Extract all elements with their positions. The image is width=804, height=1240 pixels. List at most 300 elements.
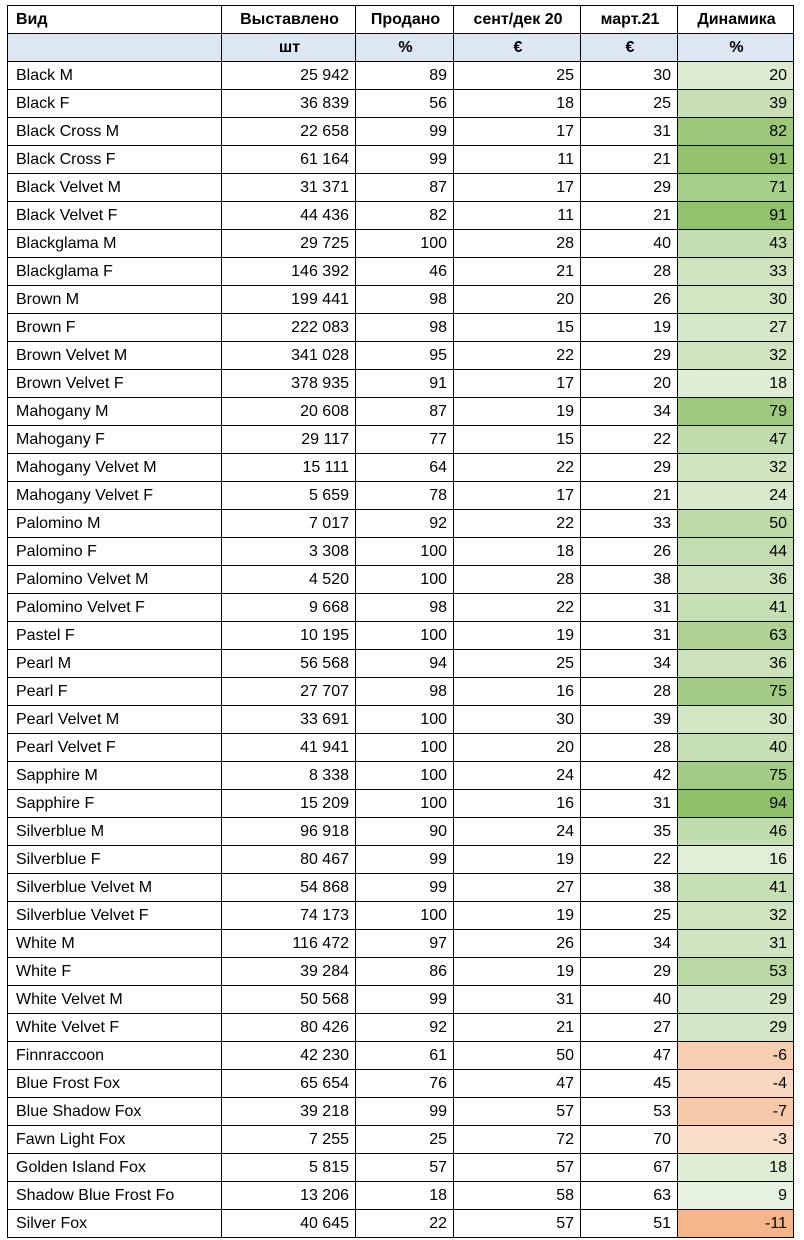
cell-price-mar: 45 <box>581 1070 678 1098</box>
cell-listed: 80 467 <box>222 846 356 874</box>
cell-species: Mahogany F <box>8 426 222 454</box>
cell-species: Blue Frost Fox <box>8 1070 222 1098</box>
cell-listed: 4 520 <box>222 566 356 594</box>
cell-species: Pearl Velvet F <box>8 734 222 762</box>
cell-dynamics: 31 <box>678 930 794 958</box>
cell-listed: 20 608 <box>222 398 356 426</box>
table-row <box>8 314 794 342</box>
cell-price-sep-dec: 19 <box>454 958 581 986</box>
cell-price-mar: 27 <box>581 1014 678 1042</box>
header-cell-species: Вид <box>8 6 222 34</box>
cell-listed: 10 195 <box>222 622 356 650</box>
cell-species: Mahogany Velvet M <box>8 454 222 482</box>
cell-sold: 94 <box>356 650 454 678</box>
table-row <box>8 902 794 930</box>
cell-species: Mahogany Velvet F <box>8 482 222 510</box>
table-row <box>8 90 794 118</box>
cell-sold: 100 <box>356 622 454 650</box>
cell-sold: 100 <box>356 706 454 734</box>
header-row <box>8 6 794 34</box>
cell-sold: 92 <box>356 1014 454 1042</box>
units-row <box>8 34 794 62</box>
cell-price-mar: 42 <box>581 762 678 790</box>
table-row <box>8 202 794 230</box>
cell-sold: 18 <box>356 1182 454 1210</box>
cell-species: Black M <box>8 62 222 90</box>
cell-price-sep-dec: 21 <box>454 258 581 286</box>
cell-listed: 39 284 <box>222 958 356 986</box>
cell-price-sep-dec: 22 <box>454 454 581 482</box>
cell-listed: 378 935 <box>222 370 356 398</box>
cell-dynamics: 18 <box>678 1154 794 1182</box>
cell-listed: 40 645 <box>222 1210 356 1238</box>
table-row <box>8 230 794 258</box>
table-row <box>8 566 794 594</box>
cell-dynamics: 32 <box>678 454 794 482</box>
cell-listed: 5 815 <box>222 1154 356 1182</box>
cell-sold: 99 <box>356 1098 454 1126</box>
cell-species: White Velvet M <box>8 986 222 1014</box>
cell-price-sep-dec: 19 <box>454 398 581 426</box>
cell-dynamics: -7 <box>678 1098 794 1126</box>
cell-species: White Velvet F <box>8 1014 222 1042</box>
cell-dynamics: 91 <box>678 202 794 230</box>
table-row <box>8 174 794 202</box>
table-row <box>8 426 794 454</box>
cell-species: White M <box>8 930 222 958</box>
table-row <box>8 146 794 174</box>
cell-species: Black Velvet M <box>8 174 222 202</box>
cell-price-sep-dec: 57 <box>454 1098 581 1126</box>
cell-price-sep-dec: 16 <box>454 678 581 706</box>
cell-listed: 15 111 <box>222 454 356 482</box>
cell-price-mar: 34 <box>581 650 678 678</box>
cell-price-mar: 39 <box>581 706 678 734</box>
cell-price-mar: 26 <box>581 538 678 566</box>
cell-dynamics: 75 <box>678 762 794 790</box>
cell-price-mar: 40 <box>581 986 678 1014</box>
cell-price-sep-dec: 30 <box>454 706 581 734</box>
cell-sold: 100 <box>356 538 454 566</box>
table-row <box>8 818 794 846</box>
table-row <box>8 258 794 286</box>
cell-sold: 100 <box>356 566 454 594</box>
cell-dynamics: 20 <box>678 62 794 90</box>
cell-species: White F <box>8 958 222 986</box>
table-row <box>8 118 794 146</box>
cell-price-sep-dec: 17 <box>454 370 581 398</box>
cell-price-mar: 29 <box>581 174 678 202</box>
cell-dynamics: 30 <box>678 706 794 734</box>
cell-sold: 92 <box>356 510 454 538</box>
cell-species: Palomino F <box>8 538 222 566</box>
cell-species: Pearl M <box>8 650 222 678</box>
cell-dynamics: 9 <box>678 1182 794 1210</box>
cell-price-mar: 31 <box>581 594 678 622</box>
cell-dynamics: 41 <box>678 874 794 902</box>
table-row <box>8 650 794 678</box>
cell-price-mar: 31 <box>581 118 678 146</box>
header-cell-price-sep-dec: сент/дек 20 <box>454 6 581 34</box>
table-row <box>8 454 794 482</box>
table-row <box>8 510 794 538</box>
cell-price-sep-dec: 15 <box>454 426 581 454</box>
cell-species: Shadow Blue Frost Fo <box>8 1182 222 1210</box>
cell-sold: 100 <box>356 762 454 790</box>
cell-listed: 80 426 <box>222 1014 356 1042</box>
table-row <box>8 622 794 650</box>
header-cell-dynamics: Динамика <box>678 6 794 34</box>
cell-dynamics: -11 <box>678 1210 794 1238</box>
cell-price-sep-dec: 28 <box>454 566 581 594</box>
cell-species: Brown F <box>8 314 222 342</box>
table-row <box>8 1070 794 1098</box>
cell-dynamics: -4 <box>678 1070 794 1098</box>
cell-sold: 87 <box>356 174 454 202</box>
cell-dynamics: 36 <box>678 650 794 678</box>
cell-dynamics: 41 <box>678 594 794 622</box>
header-cell-price-mar: март.21 <box>581 6 678 34</box>
table-row <box>8 1154 794 1182</box>
cell-species: Black Cross M <box>8 118 222 146</box>
cell-price-mar: 53 <box>581 1098 678 1126</box>
cell-price-mar: 28 <box>581 734 678 762</box>
cell-price-mar: 28 <box>581 258 678 286</box>
cell-price-mar: 30 <box>581 62 678 90</box>
cell-price-mar: 34 <box>581 930 678 958</box>
cell-price-mar: 38 <box>581 874 678 902</box>
cell-listed: 65 654 <box>222 1070 356 1098</box>
cell-species: Palomino M <box>8 510 222 538</box>
cell-dynamics: 16 <box>678 846 794 874</box>
cell-dynamics: 50 <box>678 510 794 538</box>
cell-sold: 25 <box>356 1126 454 1154</box>
table-row <box>8 286 794 314</box>
cell-price-sep-dec: 25 <box>454 62 581 90</box>
cell-sold: 86 <box>356 958 454 986</box>
cell-dynamics: 71 <box>678 174 794 202</box>
cell-sold: 100 <box>356 230 454 258</box>
cell-listed: 8 338 <box>222 762 356 790</box>
cell-price-mar: 67 <box>581 1154 678 1182</box>
cell-dynamics: 43 <box>678 230 794 258</box>
cell-listed: 96 918 <box>222 818 356 846</box>
cell-sold: 98 <box>356 678 454 706</box>
cell-price-mar: 40 <box>581 230 678 258</box>
cell-dynamics: 94 <box>678 790 794 818</box>
cell-price-sep-dec: 26 <box>454 930 581 958</box>
cell-dynamics: 91 <box>678 146 794 174</box>
cell-species: Blackglama F <box>8 258 222 286</box>
cell-listed: 199 441 <box>222 286 356 314</box>
cell-price-sep-dec: 17 <box>454 174 581 202</box>
cell-price-sep-dec: 50 <box>454 1042 581 1070</box>
cell-species: Black Velvet F <box>8 202 222 230</box>
cell-price-mar: 22 <box>581 846 678 874</box>
cell-listed: 41 941 <box>222 734 356 762</box>
cell-sold: 90 <box>356 818 454 846</box>
cell-dynamics: 33 <box>678 258 794 286</box>
table-row <box>8 398 794 426</box>
cell-listed: 27 707 <box>222 678 356 706</box>
cell-price-mar: 26 <box>581 286 678 314</box>
table-row <box>8 986 794 1014</box>
unit-cell-price-sep-dec: € <box>454 34 581 62</box>
cell-species: Pearl F <box>8 678 222 706</box>
cell-listed: 7 017 <box>222 510 356 538</box>
table-row <box>8 62 794 90</box>
cell-species: Silver Fox <box>8 1210 222 1238</box>
cell-species: Black Cross F <box>8 146 222 174</box>
table-row <box>8 342 794 370</box>
cell-sold: 99 <box>356 986 454 1014</box>
cell-price-sep-dec: 58 <box>454 1182 581 1210</box>
cell-sold: 91 <box>356 370 454 398</box>
cell-species: Silverblue F <box>8 846 222 874</box>
cell-listed: 15 209 <box>222 790 356 818</box>
cell-price-mar: 34 <box>581 398 678 426</box>
cell-price-sep-dec: 57 <box>454 1154 581 1182</box>
cell-species: Pastel F <box>8 622 222 650</box>
cell-price-mar: 51 <box>581 1210 678 1238</box>
cell-listed: 56 568 <box>222 650 356 678</box>
cell-listed: 3 308 <box>222 538 356 566</box>
cell-sold: 97 <box>356 930 454 958</box>
cell-sold: 46 <box>356 258 454 286</box>
cell-listed: 42 230 <box>222 1042 356 1070</box>
cell-price-mar: 22 <box>581 426 678 454</box>
cell-listed: 13 206 <box>222 1182 356 1210</box>
cell-dynamics: 29 <box>678 986 794 1014</box>
table-row <box>8 1098 794 1126</box>
cell-dynamics: 39 <box>678 90 794 118</box>
cell-price-mar: 47 <box>581 1042 678 1070</box>
cell-species: Silverblue Velvet M <box>8 874 222 902</box>
cell-sold: 100 <box>356 790 454 818</box>
cell-price-sep-dec: 27 <box>454 874 581 902</box>
cell-species: Silverblue Velvet F <box>8 902 222 930</box>
unit-cell-sold: % <box>356 34 454 62</box>
cell-dynamics: -3 <box>678 1126 794 1154</box>
cell-price-mar: 19 <box>581 314 678 342</box>
table-row <box>8 594 794 622</box>
cell-price-sep-dec: 22 <box>454 342 581 370</box>
cell-price-sep-dec: 24 <box>454 762 581 790</box>
cell-dynamics: 40 <box>678 734 794 762</box>
cell-dynamics: 29 <box>678 1014 794 1042</box>
cell-price-mar: 29 <box>581 454 678 482</box>
unit-cell-listed: шт <box>222 34 356 62</box>
cell-price-mar: 29 <box>581 958 678 986</box>
cell-dynamics: 36 <box>678 566 794 594</box>
cell-species: Sapphire F <box>8 790 222 818</box>
cell-price-sep-dec: 19 <box>454 622 581 650</box>
cell-dynamics: 32 <box>678 902 794 930</box>
cell-species: Palomino Velvet M <box>8 566 222 594</box>
cell-listed: 146 392 <box>222 258 356 286</box>
cell-listed: 5 659 <box>222 482 356 510</box>
cell-price-mar: 38 <box>581 566 678 594</box>
cell-species: Brown Velvet M <box>8 342 222 370</box>
cell-listed: 116 472 <box>222 930 356 958</box>
cell-sold: 99 <box>356 874 454 902</box>
cell-listed: 31 371 <box>222 174 356 202</box>
table-row <box>8 846 794 874</box>
cell-price-mar: 33 <box>581 510 678 538</box>
cell-price-sep-dec: 17 <box>454 118 581 146</box>
cell-sold: 100 <box>356 734 454 762</box>
cell-price-mar: 28 <box>581 678 678 706</box>
cell-sold: 57 <box>356 1154 454 1182</box>
cell-species: Brown M <box>8 286 222 314</box>
cell-sold: 61 <box>356 1042 454 1070</box>
table-row <box>8 1210 794 1238</box>
cell-sold: 98 <box>356 286 454 314</box>
table-row <box>8 734 794 762</box>
table-row <box>8 1182 794 1210</box>
header-cell-sold: Продано <box>356 6 454 34</box>
cell-sold: 82 <box>356 202 454 230</box>
cell-dynamics: 27 <box>678 314 794 342</box>
table-row <box>8 370 794 398</box>
header-cell-listed: Выставлено <box>222 6 356 34</box>
cell-dynamics: 53 <box>678 958 794 986</box>
cell-price-sep-dec: 18 <box>454 90 581 118</box>
cell-listed: 222 083 <box>222 314 356 342</box>
cell-price-mar: 31 <box>581 790 678 818</box>
cell-price-sep-dec: 17 <box>454 482 581 510</box>
cell-listed: 22 658 <box>222 118 356 146</box>
cell-sold: 98 <box>356 314 454 342</box>
cell-dynamics: 82 <box>678 118 794 146</box>
cell-price-sep-dec: 47 <box>454 1070 581 1098</box>
table-row <box>8 678 794 706</box>
cell-listed: 44 436 <box>222 202 356 230</box>
cell-listed: 61 164 <box>222 146 356 174</box>
cell-price-mar: 25 <box>581 902 678 930</box>
table-row <box>8 538 794 566</box>
cell-sold: 98 <box>356 594 454 622</box>
cell-dynamics: 30 <box>678 286 794 314</box>
cell-species: Silverblue M <box>8 818 222 846</box>
table-row <box>8 790 794 818</box>
cell-listed: 9 668 <box>222 594 356 622</box>
cell-sold: 95 <box>356 342 454 370</box>
cell-price-sep-dec: 22 <box>454 510 581 538</box>
cell-dynamics: 44 <box>678 538 794 566</box>
cell-dynamics: 79 <box>678 398 794 426</box>
cell-price-mar: 21 <box>581 482 678 510</box>
cell-sold: 87 <box>356 398 454 426</box>
cell-listed: 39 218 <box>222 1098 356 1126</box>
cell-listed: 74 173 <box>222 902 356 930</box>
cell-price-sep-dec: 19 <box>454 846 581 874</box>
table-row <box>8 1042 794 1070</box>
unit-cell-species <box>8 34 222 62</box>
cell-listed: 25 942 <box>222 62 356 90</box>
cell-price-sep-dec: 25 <box>454 650 581 678</box>
cell-price-mar: 31 <box>581 622 678 650</box>
cell-price-sep-dec: 20 <box>454 734 581 762</box>
cell-sold: 89 <box>356 62 454 90</box>
cell-sold: 100 <box>356 902 454 930</box>
table-row <box>8 482 794 510</box>
cell-price-sep-dec: 28 <box>454 230 581 258</box>
cell-dynamics: 75 <box>678 678 794 706</box>
cell-listed: 341 028 <box>222 342 356 370</box>
cell-price-mar: 29 <box>581 342 678 370</box>
cell-price-mar: 70 <box>581 1126 678 1154</box>
cell-price-sep-dec: 19 <box>454 902 581 930</box>
cell-price-mar: 21 <box>581 146 678 174</box>
cell-listed: 50 568 <box>222 986 356 1014</box>
cell-sold: 77 <box>356 426 454 454</box>
cell-price-sep-dec: 16 <box>454 790 581 818</box>
table-row <box>8 958 794 986</box>
cell-sold: 99 <box>356 146 454 174</box>
cell-price-mar: 35 <box>581 818 678 846</box>
cell-price-sep-dec: 18 <box>454 538 581 566</box>
cell-sold: 78 <box>356 482 454 510</box>
cell-dynamics: 32 <box>678 342 794 370</box>
cell-price-sep-dec: 21 <box>454 1014 581 1042</box>
cell-species: Brown Velvet F <box>8 370 222 398</box>
cell-species: Black F <box>8 90 222 118</box>
cell-species: Finnraccoon <box>8 1042 222 1070</box>
cell-sold: 56 <box>356 90 454 118</box>
cell-dynamics: 63 <box>678 622 794 650</box>
cell-dynamics: 24 <box>678 482 794 510</box>
cell-sold: 99 <box>356 118 454 146</box>
cell-price-sep-dec: 31 <box>454 986 581 1014</box>
cell-sold: 99 <box>356 846 454 874</box>
cell-sold: 22 <box>356 1210 454 1238</box>
cell-price-mar: 21 <box>581 202 678 230</box>
cell-price-sep-dec: 72 <box>454 1126 581 1154</box>
cell-price-mar: 20 <box>581 370 678 398</box>
cell-dynamics: 46 <box>678 818 794 846</box>
table-row <box>8 1014 794 1042</box>
cell-listed: 29 725 <box>222 230 356 258</box>
cell-price-sep-dec: 15 <box>454 314 581 342</box>
cell-listed: 29 117 <box>222 426 356 454</box>
cell-species: Blue Shadow Fox <box>8 1098 222 1126</box>
cell-price-sep-dec: 20 <box>454 286 581 314</box>
cell-dynamics: 47 <box>678 426 794 454</box>
cell-species: Mahogany M <box>8 398 222 426</box>
cell-price-sep-dec: 11 <box>454 202 581 230</box>
table-row <box>8 1126 794 1154</box>
cell-listed: 36 839 <box>222 90 356 118</box>
table-row <box>8 762 794 790</box>
cell-sold: 64 <box>356 454 454 482</box>
cell-species: Fawn Light Fox <box>8 1126 222 1154</box>
table-row <box>8 930 794 958</box>
unit-cell-dynamics: % <box>678 34 794 62</box>
cell-dynamics: -6 <box>678 1042 794 1070</box>
cell-price-sep-dec: 24 <box>454 818 581 846</box>
table-row <box>8 874 794 902</box>
cell-species: Blackglama M <box>8 230 222 258</box>
cell-listed: 54 868 <box>222 874 356 902</box>
cell-species: Palomino Velvet F <box>8 594 222 622</box>
cell-price-mar: 63 <box>581 1182 678 1210</box>
cell-species: Golden Island Fox <box>8 1154 222 1182</box>
cell-price-sep-dec: 11 <box>454 146 581 174</box>
cell-price-sep-dec: 22 <box>454 594 581 622</box>
cell-species: Pearl Velvet M <box>8 706 222 734</box>
data-table <box>7 5 794 1238</box>
